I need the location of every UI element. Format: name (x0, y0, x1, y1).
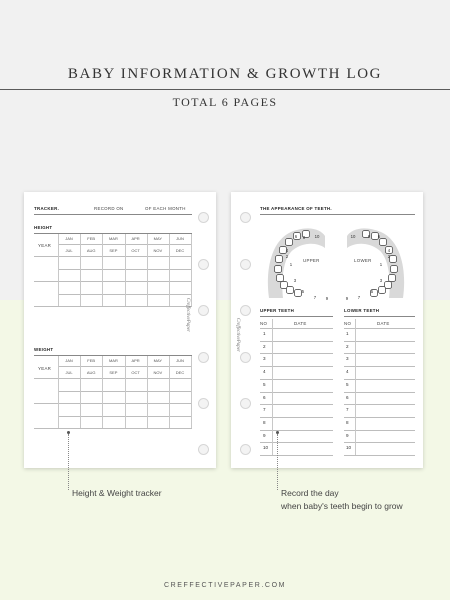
upper-tooth-number: 1 (289, 262, 293, 267)
lower-row-number: 6 (346, 394, 349, 400)
weight-grid-month-label: FEB (87, 358, 96, 363)
upper-tooth (285, 238, 292, 245)
weight-grid-column-line (147, 356, 148, 428)
upper-table-line (260, 366, 333, 367)
lower-row-number: 4 (346, 369, 349, 375)
lower-row-number: 9 (346, 432, 349, 438)
height-grid-column-line (58, 234, 59, 306)
height-grid-month-label: JAN (65, 236, 73, 241)
weight-grid-month-label: JUL (65, 370, 73, 375)
callout-leader-right (277, 434, 278, 490)
weight-grid-month-label: DEC (175, 370, 185, 375)
right-planner-page (231, 192, 423, 468)
upper-row-number: 10 (263, 445, 269, 451)
brand-watermark-right: CreffectivePaper (235, 318, 240, 352)
page-subtitle: TOTAL 6 PAGES (172, 95, 278, 109)
lower-row-number: 8 (346, 419, 349, 425)
callout-teeth-line1: Record the day (281, 488, 339, 498)
upper-row-number: 3 (263, 356, 266, 362)
upper-tooth-number: 9 (325, 296, 329, 301)
height-grid-month-label: OCT (131, 248, 140, 253)
ring-hole (198, 259, 209, 270)
upper-no-label: NO (260, 321, 268, 326)
weight-grid-column-line (169, 356, 170, 428)
height-grid-column-line (191, 234, 192, 306)
weight-grid-month-label: AUG (86, 370, 96, 375)
ring-hole (240, 212, 251, 223)
footer-website: CREFFECTIVEPAPER.COM (163, 582, 287, 589)
lower-tooth-number: 6 (377, 234, 381, 239)
teeth-heading-underline (260, 214, 415, 215)
upper-tooth (276, 274, 283, 281)
height-grid-month-label: DEC (175, 248, 185, 253)
height-grid-month-label: MAY (153, 236, 162, 241)
callout-height-weight: Height & Weight tracker (72, 488, 162, 498)
lower-tooth-number: 7 (357, 295, 361, 300)
weight-grid-column-line (191, 356, 192, 428)
lower-tooth-number: 1 (379, 262, 383, 267)
height-year-label: YEAR (38, 243, 52, 248)
weight-grid-month-label: JAN (65, 358, 73, 363)
ring-hole (198, 398, 209, 409)
height-grid-month-label: NOV (153, 248, 163, 253)
upper-teeth-heading: UPPER TEETH (260, 308, 295, 313)
ring-hole (198, 212, 209, 223)
lower-row-number: 1 (346, 331, 349, 336)
weight-grid-column-line (58, 356, 59, 428)
lower-tooth-number: 5 (370, 289, 374, 294)
upper-table-line (260, 442, 333, 443)
height-grid-column-line (80, 234, 81, 306)
upper-table-line (260, 455, 333, 456)
weight-heading: WEIGHT (34, 347, 54, 352)
lower-row-number: 5 (346, 381, 349, 387)
callout-leader-left (68, 434, 69, 490)
brand-watermark: CreffectivePaper (185, 298, 190, 332)
ring-hole (198, 444, 209, 455)
weight-grid-column-line (102, 356, 103, 428)
lower-row-number: 3 (346, 356, 349, 362)
lower-tooth (390, 265, 397, 272)
upper-row-number: 1 (263, 331, 266, 336)
lower-tooth-number: 8 (367, 234, 371, 239)
upper-tooth-number: 8 (302, 235, 306, 240)
ring-hole (240, 398, 251, 409)
ring-hole (240, 259, 251, 270)
upper-table-divider (272, 319, 273, 455)
lower-tooth (379, 238, 386, 245)
upper-tooth-number: 6 (294, 234, 298, 239)
lower-table-divider (355, 319, 356, 455)
lower-tooth-number: 10 (350, 234, 356, 239)
weight-grid-line (34, 428, 192, 429)
upper-table-line (260, 379, 333, 380)
callout-teeth-line2: when baby's teeth begin to grow (281, 501, 403, 511)
height-grid-line (34, 306, 192, 307)
upper-tooth (275, 255, 282, 262)
upper-row-number: 5 (263, 381, 266, 387)
tracker-heading: TRACKER. (34, 206, 60, 211)
upper-row-number: 6 (263, 394, 266, 400)
upper-row-number: 7 (263, 407, 266, 413)
lower-row-number: 2 (346, 343, 349, 349)
height-grid-month-label: APR (131, 236, 140, 241)
weight-grid-month-label: MAR (108, 358, 118, 363)
upper-tooth-number: 3 (293, 278, 297, 283)
teeth-chart (259, 222, 413, 302)
ring-hole (240, 305, 251, 316)
lower-teeth-underline (344, 316, 415, 317)
lower-tooth-number: 9 (345, 296, 349, 301)
lower-table-line (344, 455, 415, 456)
ring-hole (198, 305, 209, 316)
ring-hole (240, 444, 251, 455)
weight-year-label: YEAR (38, 366, 52, 371)
title-divider (0, 89, 450, 90)
upper-row-number: 4 (263, 369, 266, 375)
lower-row-number: 7 (346, 407, 349, 413)
weight-grid-month-label: JUN (176, 358, 184, 363)
upper-row-number: 2 (263, 343, 266, 349)
upper-tooth-number: 7 (313, 295, 317, 300)
ring-hole (240, 352, 251, 363)
upper-tooth-number: 2 (285, 254, 289, 259)
lower-tooth (378, 286, 385, 293)
upper-row-number: 9 (263, 432, 266, 438)
weight-grid-month-label: OCT (131, 370, 140, 375)
weight-grid-column-line (125, 356, 126, 428)
height-grid-month-label: JUL (65, 248, 73, 253)
upper-tooth (274, 265, 281, 272)
lower-tooth (388, 274, 395, 281)
lower-tooth-number: 3 (379, 278, 383, 283)
ring-hole (198, 352, 209, 363)
each-month-label: OF EACH MONTH (145, 206, 186, 211)
height-grid-month-label: FEB (87, 236, 96, 241)
upper-date-label: DATE (294, 321, 307, 326)
tracker-underline (34, 214, 192, 215)
height-grid-column-line (125, 234, 126, 306)
upper-table-line (260, 353, 333, 354)
upper-jaw-label: UPPER (303, 258, 320, 263)
lower-jaw-label: LOWER (354, 258, 372, 263)
weight-grid-month-label: SEP (109, 370, 118, 375)
upper-teeth-underline (260, 316, 333, 317)
height-grid-column-line (102, 234, 103, 306)
height-grid-column-line (169, 234, 170, 306)
height-heading: HEIGHT (34, 225, 53, 230)
height-grid-month-label: JUN (176, 236, 184, 241)
upper-table-line (260, 404, 333, 405)
lower-no-label: NO (344, 321, 352, 326)
height-grid-column-line (147, 234, 148, 306)
weight-grid-column-line (80, 356, 81, 428)
page-title: BABY INFORMATION & GROWTH LOG (67, 66, 383, 82)
lower-row-number: 10 (346, 445, 352, 451)
height-grid-month-label: SEP (109, 248, 118, 253)
upper-tooth (286, 286, 293, 293)
lower-tooth-number: 2 (387, 254, 391, 259)
weight-grid-month-label: NOV (153, 370, 163, 375)
upper-table-line (260, 430, 333, 431)
upper-tooth-number: 4 (285, 248, 289, 253)
lower-teeth-heading: LOWER TEETH (344, 308, 380, 313)
lower-tooth-number: 4 (387, 248, 391, 253)
upper-tooth-number: 5 (301, 289, 305, 294)
upper-table-line (260, 341, 333, 342)
weight-grid-month-label: APR (131, 358, 140, 363)
height-grid-month-label: MAR (108, 236, 118, 241)
upper-table-line (260, 417, 333, 418)
record-on-label: RECORD ON (94, 206, 124, 211)
teeth-heading: THE APPEARANCE OF TEETH. (260, 206, 332, 211)
upper-table-line (260, 328, 333, 329)
height-grid-month-label: AUG (86, 248, 96, 253)
lower-date-label: DATE (377, 321, 390, 326)
upper-tooth-number: 10 (314, 234, 320, 239)
weight-grid-month-label: MAY (153, 358, 162, 363)
upper-row-number: 8 (263, 419, 266, 425)
upper-table-line (260, 392, 333, 393)
